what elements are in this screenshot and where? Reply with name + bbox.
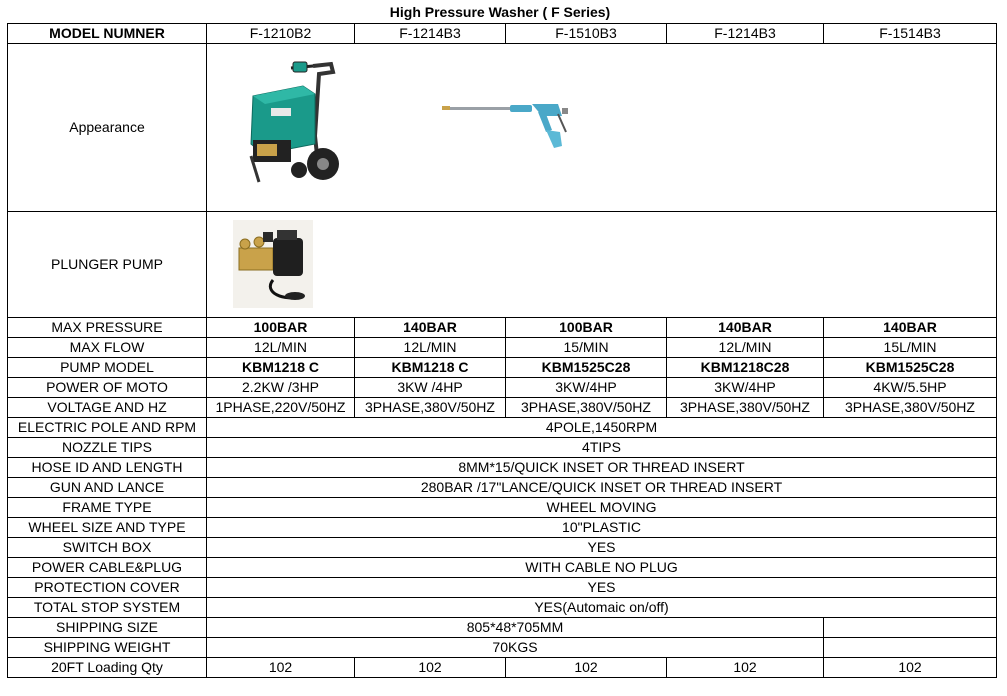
cell-value: 70KGS (207, 638, 824, 658)
cell-value: 15L/MIN (824, 338, 997, 358)
cell-value: KBM1218C28 (667, 358, 824, 378)
cell-value: 100BAR (506, 318, 667, 338)
cell-value: 15/MIN (506, 338, 667, 358)
table-row (8, 378, 997, 398)
table-row (8, 598, 997, 618)
header-label: MODEL NUMNER (8, 24, 207, 44)
cell-value (824, 618, 997, 638)
model-header: F-1514B3 (824, 24, 997, 44)
table-row (8, 638, 997, 658)
cell-value: 12L/MIN (355, 338, 506, 358)
row-label: NOZZLE TIPS (8, 438, 207, 458)
pressure-washer-image (243, 56, 343, 186)
row-label: SWITCH BOX (8, 538, 207, 558)
cell-value: 280BAR /17"LANCE/QUICK INSET OR THREAD INSERT (207, 478, 997, 498)
cell-value: 4KW/5.5HP (824, 378, 997, 398)
cell-value: 10"PLASTIC (207, 518, 997, 538)
cell-value: 12L/MIN (667, 338, 824, 358)
cell-value (824, 638, 997, 658)
table-row (8, 318, 997, 338)
row-label: PROTECTION COVER (8, 578, 207, 598)
cell-value: KBM1525C28 (506, 358, 667, 378)
row-label: HOSE ID AND LENGTH (8, 458, 207, 478)
row-label: MAX FLOW (8, 338, 207, 358)
cell-value: 140BAR (355, 318, 506, 338)
row-label: POWER CABLE&PLUG (8, 558, 207, 578)
cell-value: 1PHASE,220V/50HZ (207, 398, 355, 418)
cell-value: 102 (506, 658, 667, 678)
cell-value: 3PHASE,380V/50HZ (506, 398, 667, 418)
cell-value: 3PHASE,380V/50HZ (824, 398, 997, 418)
row-label: MAX PRESSURE (8, 318, 207, 338)
table-row (8, 418, 997, 438)
page-title: High Pressure Washer ( F Series) (389, 4, 611, 20)
cell-value: KBM1525C28 (824, 358, 997, 378)
plunger-pump-image-cell (207, 212, 997, 318)
table-row (8, 438, 997, 458)
model-header: F-1510B3 (506, 24, 667, 44)
plunger-pump-image (233, 220, 313, 308)
table-row (8, 558, 997, 578)
cell-value: 4POLE,1450RPM (207, 418, 997, 438)
cell-value: WITH CABLE NO PLUG (207, 558, 997, 578)
row-label: ELECTRIC POLE AND RPM (8, 418, 207, 438)
table-row (8, 358, 997, 378)
model-header: F-1214B3 (667, 24, 824, 44)
cell-value: 8MM*15/QUICK INSET OR THREAD INSERT (207, 458, 997, 478)
cell-value: 3KW/4HP (667, 378, 824, 398)
row-label: PUMP MODEL (8, 358, 207, 378)
row-label: POWER OF MOTO (8, 378, 207, 398)
table-row (8, 498, 997, 518)
row-label: FRAME TYPE (8, 498, 207, 518)
cell-value: 102 (355, 658, 506, 678)
spray-gun-image (442, 102, 570, 152)
table-row (8, 398, 997, 418)
plunger-pump-label: PLUNGER PUMP (8, 212, 207, 318)
cell-value: 805*48*705MM (207, 618, 824, 638)
table-row (8, 658, 997, 678)
cell-value: KBM1218 C (207, 358, 355, 378)
cell-value: YES (207, 538, 997, 558)
table-row (8, 458, 997, 478)
cell-value: YES (207, 578, 997, 598)
cell-value: KBM1218 C (355, 358, 506, 378)
model-header: F-1210B2 (207, 24, 355, 44)
table-row (8, 538, 997, 558)
cell-value: 102 (207, 658, 355, 678)
cell-value: 140BAR (824, 318, 997, 338)
row-label: GUN AND LANCE (8, 478, 207, 498)
table-row (8, 618, 997, 638)
cell-value: 3KW/4HP (506, 378, 667, 398)
cell-value: 2.2KW /3HP (207, 378, 355, 398)
cell-value: 140BAR (667, 318, 824, 338)
row-label: VOLTAGE AND HZ (8, 398, 207, 418)
cell-value: YES(Automaic on/off) (207, 598, 997, 618)
row-label: SHIPPING SIZE (8, 618, 207, 638)
cell-value: 3KW /4HP (355, 378, 506, 398)
appearance-label: Appearance (8, 44, 207, 212)
plunger-pump-row (8, 212, 997, 318)
cell-value: 12L/MIN (207, 338, 355, 358)
cell-value: 4TIPS (207, 438, 997, 458)
table-row (8, 578, 997, 598)
cell-value: 3PHASE,380V/50HZ (355, 398, 506, 418)
table-header-row (8, 24, 997, 44)
cell-value: 3PHASE,380V/50HZ (667, 398, 824, 418)
table-row (8, 518, 997, 538)
table-row (8, 478, 997, 498)
cell-value: 100BAR (207, 318, 355, 338)
appearance-row (8, 44, 997, 212)
model-header: F-1214B3 (355, 24, 506, 44)
row-label: TOTAL STOP SYSTEM (8, 598, 207, 618)
row-label: WHEEL SIZE AND TYPE (8, 518, 207, 538)
row-label: SHIPPING WEIGHT (8, 638, 207, 658)
table-row (8, 338, 997, 358)
spec-table (7, 23, 997, 678)
cell-value: 102 (667, 658, 824, 678)
cell-value: 102 (824, 658, 997, 678)
row-label: 20FT Loading Qty (8, 658, 207, 678)
cell-value: WHEEL MOVING (207, 498, 997, 518)
appearance-images (207, 44, 997, 212)
